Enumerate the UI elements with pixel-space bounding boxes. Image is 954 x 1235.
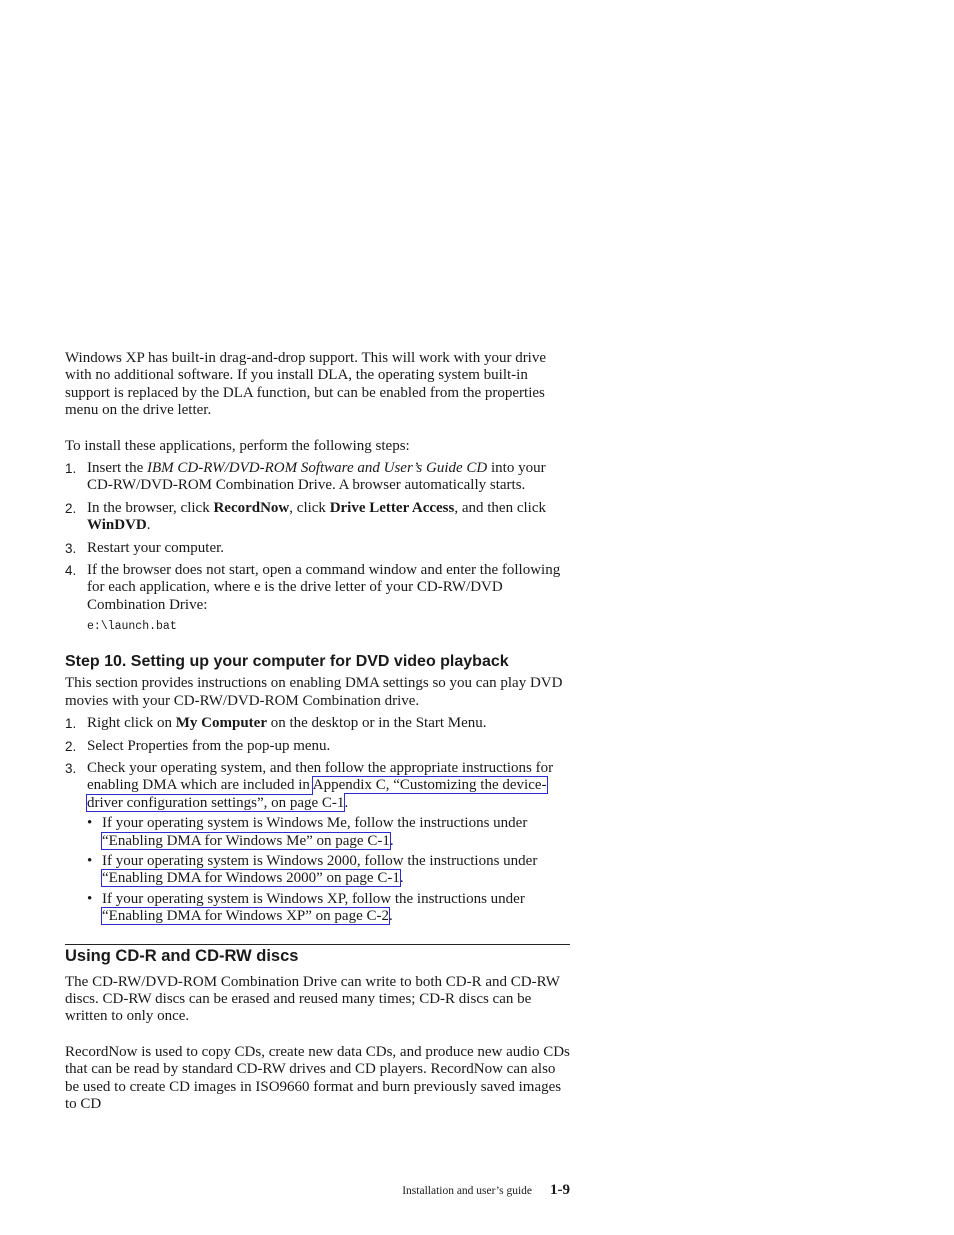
item-text: .: [389, 908, 393, 925]
appendix-c-link[interactable]: Appendix C, “Customizing the device-driver configuration settings”, on page C-1: [87, 777, 547, 811]
my-computer-label: My Computer: [175, 715, 267, 732]
page-number: 1-9: [550, 1182, 570, 1198]
step-text: , click: [289, 499, 330, 516]
step10-intro: This section provides instructions on enabling DMA settings so you can play DVD movies with your CD-RW/DVD-ROM Combination drive.: [65, 675, 563, 709]
install-step-2: [65, 500, 570, 535]
step-number: 4.: [65, 563, 77, 579]
step-text: Restart your computer.: [87, 539, 225, 556]
step10-heading: Step 10. Setting up your computer for DVD video playback: [65, 653, 509, 671]
dma-step-3: [65, 760, 570, 926]
item-text: If your operating system is Windows XP, follow the instructions under: [102, 890, 525, 907]
drive-letter-access-label: Drive Letter Access: [329, 499, 455, 516]
install-step-3: [65, 540, 570, 557]
step-text: , and then click: [454, 499, 546, 516]
intro-paragraph-xp: Windows XP has built-in drag-and-drop support. This will work with your drive with no additional software. If you install DLA, the operating system built-in support is replaced by the DLA function, but can be enabled from the properties menu on the drive letter.: [65, 350, 547, 419]
dma-steps-list: [65, 715, 570, 925]
cd-title: IBM CD-RW/DVD-ROM Software and User’s Guide CD: [146, 460, 488, 477]
os-instructions-list: [87, 815, 570, 925]
step-text: Select Properties from the pop-up menu.: [87, 737, 331, 754]
step-text: Right click on: [87, 715, 176, 732]
step-number: 3.: [65, 760, 77, 776]
dma-step-2: [65, 738, 570, 755]
item-text: .: [389, 832, 394, 849]
step-text: In the browser, click: [87, 499, 214, 516]
windvd-label: WinDVD: [87, 517, 147, 534]
step-text: .: [146, 517, 151, 534]
os-item-windows-me: [87, 815, 570, 850]
step-text: Check your operating system, and then follow the appropriate instructions for enabling DMA which are included in: [87, 759, 554, 794]
bullet: •: [87, 890, 93, 907]
page-footer: [402, 1182, 570, 1199]
item-text: If your operating system is Windows 2000, follow the instructions under: [102, 852, 538, 869]
dma-windows-me-link[interactable]: “Enabling DMA for Windows Me” on page C-1: [102, 832, 390, 849]
section-divider: [65, 944, 570, 945]
recordnow-paragraph: RecordNow is used to copy CDs, create new data CDs, and produce new audio CDs that can be read by standard CD-RW drives and CD players. RecordNow can also be used to create CD images in ISO9660 format and burn previously saved images to CD: [65, 1043, 570, 1112]
step-number: 2.: [65, 738, 77, 754]
bullet: •: [87, 852, 93, 869]
cd-discs-paragraph: The CD-RW/DVD-ROM Combination Drive can write to both CD-R and CD-RW discs. CD-RW discs can be erased and reused many times; CD-R discs can be written to only once.: [65, 973, 560, 1025]
intro-paragraph-steps: To install these applications, perform the following steps:: [65, 437, 410, 454]
step-number: 2.: [65, 500, 77, 516]
footer-title: Installation and user’s guide: [402, 1185, 532, 1197]
page-body: [65, 350, 570, 1113]
os-item-windows-xp: [87, 891, 570, 926]
step-number: 1.: [65, 716, 77, 732]
recordnow-label: RecordNow: [213, 499, 290, 516]
launch-command: e:\launch.bat: [87, 620, 177, 634]
cd-discs-heading: Using CD-R and CD-RW discs: [65, 946, 299, 965]
dma-step-1: [65, 715, 570, 732]
step-text: If the browser does not start, open a command window and enter the following for each application, where e is the drive letter of your CD-RW/DVD Combination Drive:: [87, 562, 561, 613]
step-text: Insert the: [87, 460, 147, 477]
install-steps-list: [65, 460, 570, 614]
bullet: •: [87, 815, 93, 832]
install-step-1: [65, 460, 570, 495]
os-item-windows-2000: [87, 853, 570, 888]
install-step-4: [65, 562, 570, 614]
item-text: .: [399, 870, 404, 887]
step-text: .: [344, 794, 349, 811]
step-number: 3.: [65, 540, 77, 556]
step-text: on the desktop or in the Start Menu.: [266, 715, 487, 732]
dma-windows-2000-link[interactable]: “Enabling DMA for Windows 2000” on page C-1: [102, 870, 400, 887]
step-number: 1.: [65, 461, 77, 477]
item-text: If your operating system is Windows Me, follow the instructions under: [102, 815, 528, 832]
dma-windows-xp-link[interactable]: “Enabling DMA for Windows XP” on page C-2: [102, 908, 389, 925]
step-text: into your CD-RW/DVD-ROM Combination Drive. A browser automatically starts.: [87, 460, 546, 494]
